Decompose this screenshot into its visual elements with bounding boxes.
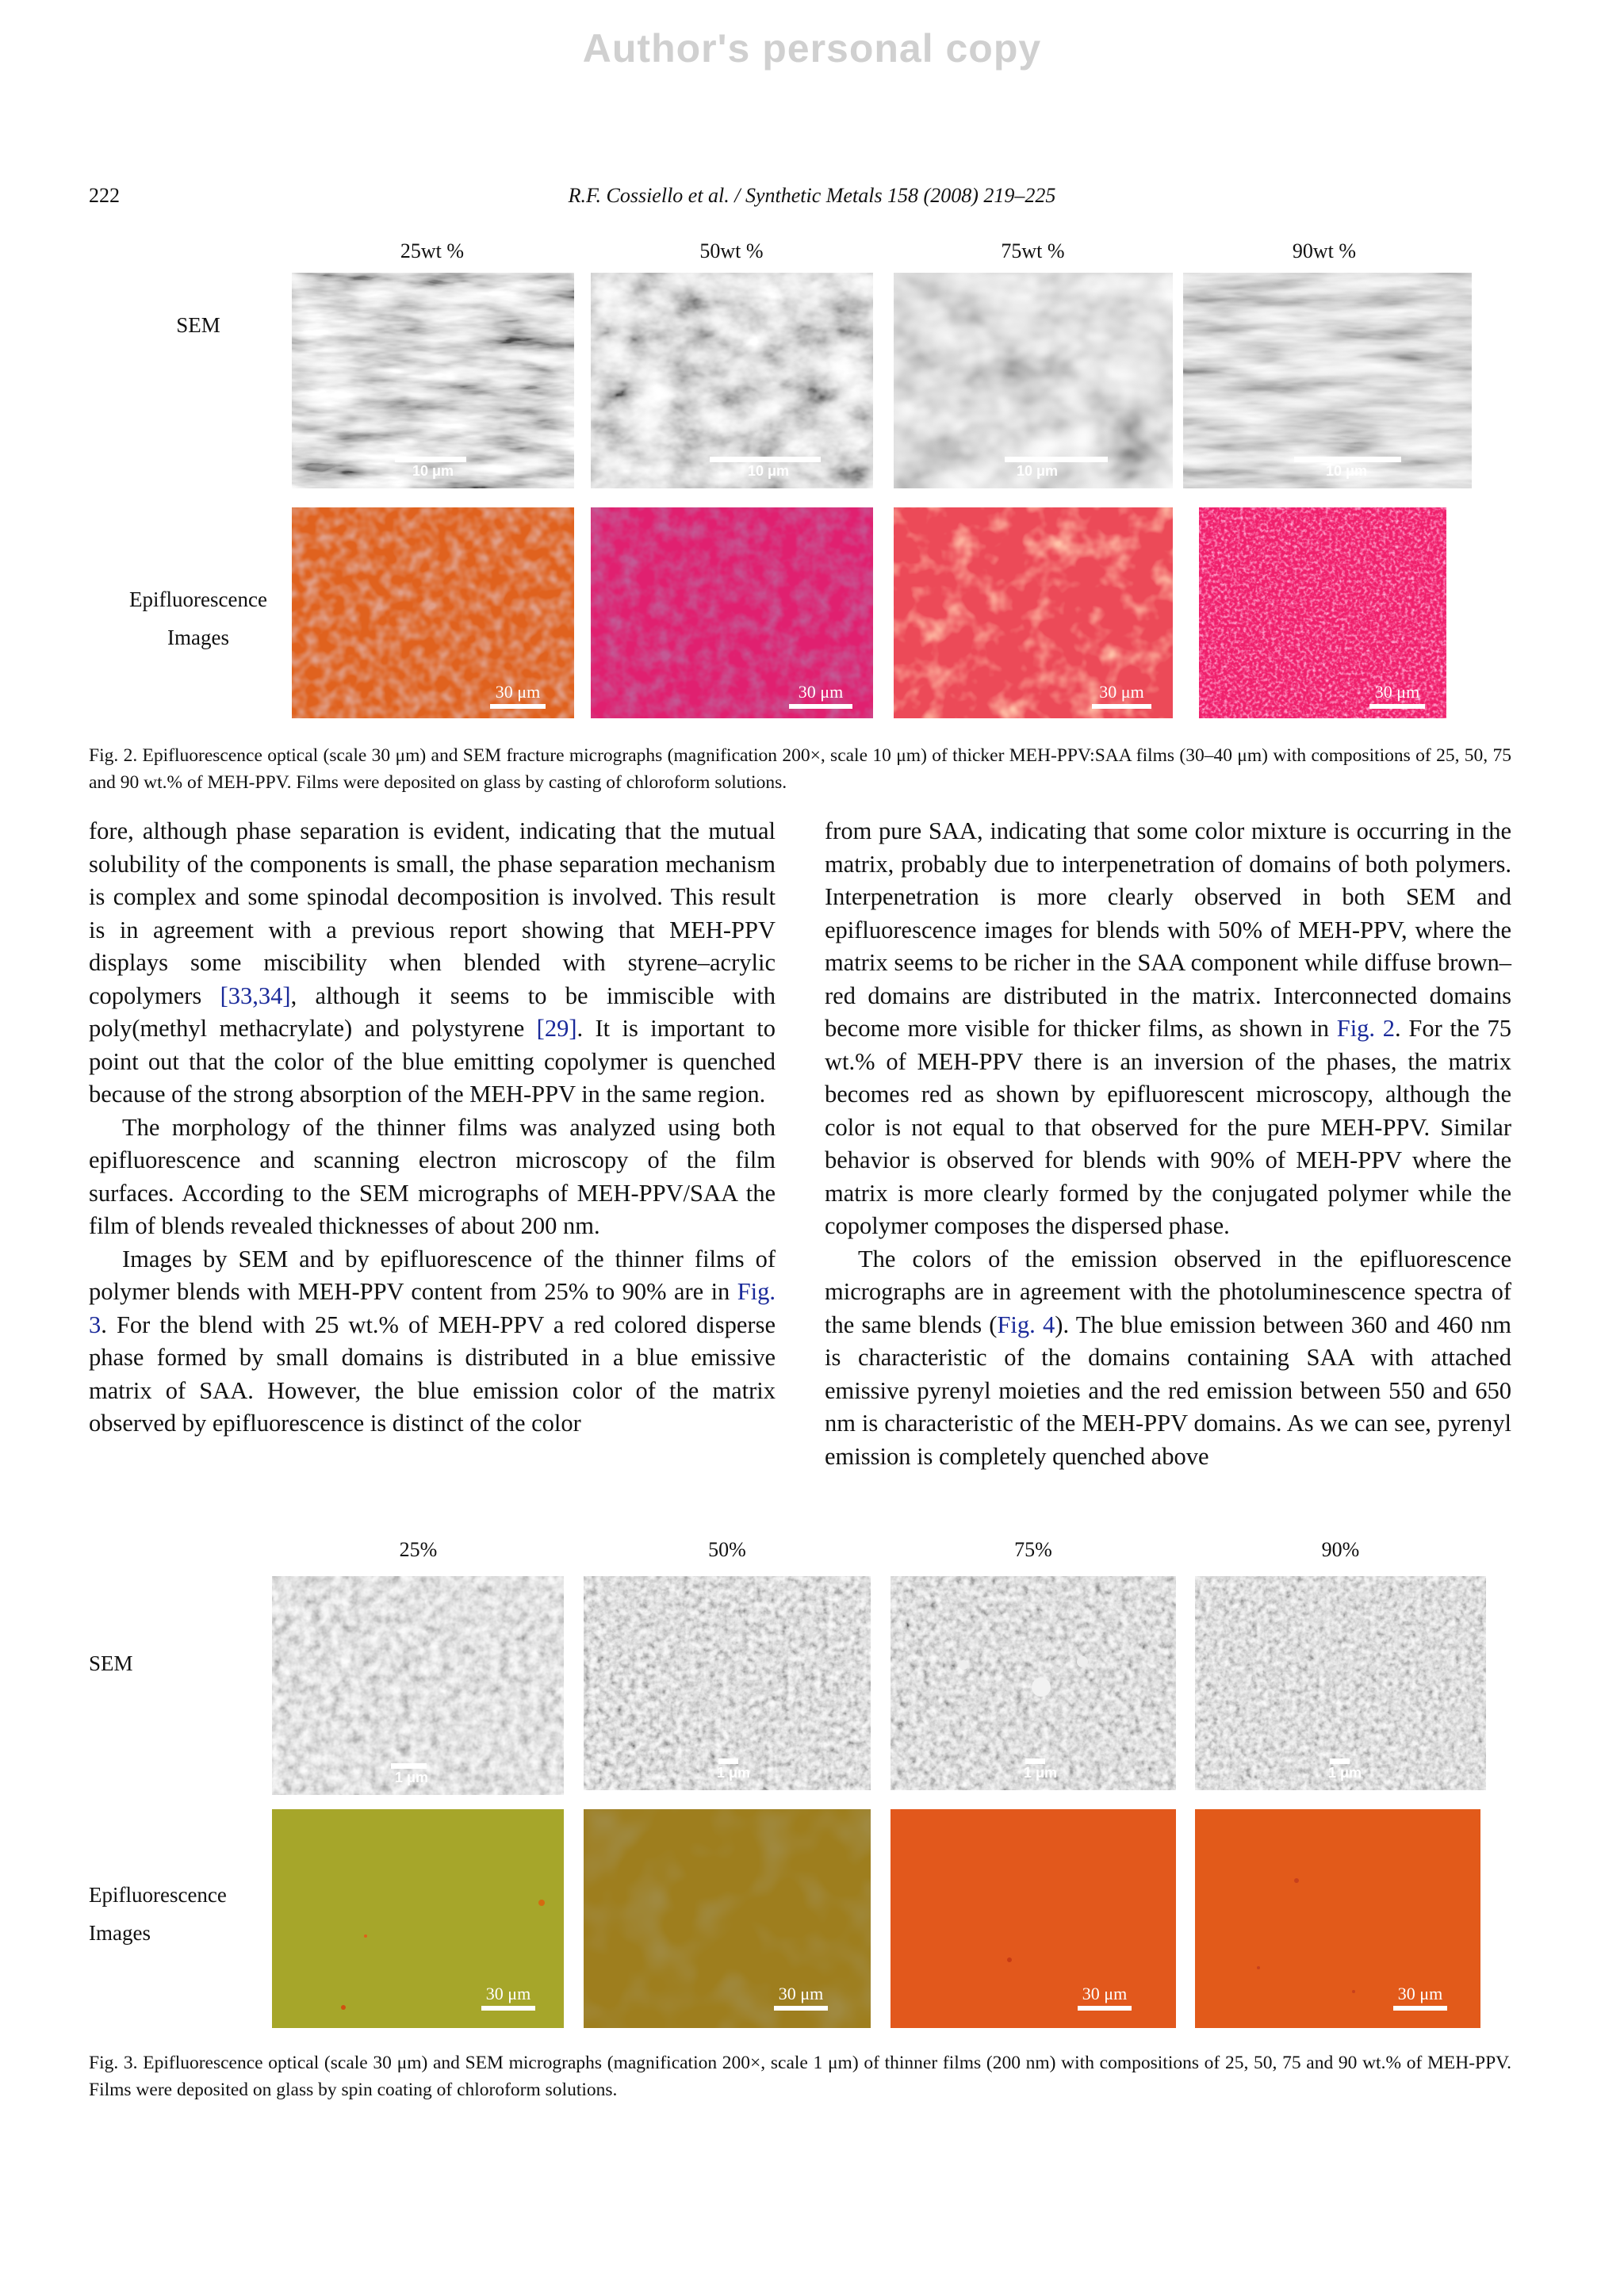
left-p1-text-c: . It is important to point out that the color of the blue emitting copolymer is quenched because of the strong absorption of the MEH-PPV in the same region. bbox=[89, 1015, 776, 1108]
fig2-epi-scale-25: 30 μm bbox=[495, 682, 541, 702]
fig3-col-label-1: 25% bbox=[399, 1538, 438, 1561]
fig3-sem-image-75 bbox=[891, 1576, 1176, 1790]
right-paragraph-2 bbox=[825, 1243, 1511, 1474]
fig2-sem-image-25 bbox=[292, 273, 574, 488]
fig3-epi-scale-25: 30 μm bbox=[485, 1984, 531, 2003]
fig3-sem-scale-90: 1 μm bbox=[1328, 1765, 1362, 1781]
fig3-epi-scalebar-75 bbox=[1078, 1984, 1132, 2011]
fig3-sem-scale-25: 1 μm bbox=[395, 1770, 429, 1785]
fig3-col-label-4: 90% bbox=[1321, 1538, 1360, 1561]
fig2-sem-scale-25: 10 μm bbox=[412, 463, 454, 479]
fig2-epi-scale-90: 30 μm bbox=[1374, 682, 1420, 702]
ref-33-34-link[interactable]: [33,34] bbox=[220, 982, 291, 1009]
right-column bbox=[825, 815, 1511, 1473]
fig2-epi-scalebar-75 bbox=[1092, 682, 1151, 709]
fig3-col-label-2: 50% bbox=[708, 1538, 746, 1561]
fig2-sem-image-90 bbox=[1183, 273, 1472, 488]
fig2-row-label-epi bbox=[111, 580, 285, 656]
running-head: R.F. Cossiello et al. / Synthetic Metals 158 (2008) 219–225 bbox=[568, 184, 1056, 207]
fig3-caption: Fig. 3. Epifluorescence optical (scale 30 μm) and SEM micrographs (magnification 200×, scale 1 μm) of thinner films (200 nm) with compositions of 25, 50, 75 and 90 wt.% of MEH-PPV. Films were deposited on glass by spin coating of chloroform solutions. bbox=[89, 2053, 1511, 2100]
fig2-link[interactable]: Fig. 2 bbox=[1336, 1015, 1396, 1042]
fig3-row-label-epi bbox=[89, 1876, 279, 1952]
left-paragraph-3 bbox=[89, 1243, 776, 1441]
right-paragraph-1 bbox=[825, 815, 1511, 1243]
fig2-sem-scale-50: 10 μm bbox=[748, 463, 790, 479]
fig2-epi-scalebar-25 bbox=[490, 682, 546, 709]
fig3-epi-scalebar-50 bbox=[774, 1984, 828, 2011]
fig2-row-label-epi-line2: Images bbox=[167, 626, 229, 649]
page-number: 222 bbox=[89, 184, 120, 207]
fig3-sem-image-50 bbox=[584, 1576, 871, 1790]
fig3-row-label-sem: SEM bbox=[89, 1651, 133, 1675]
fig2-col-label-1: 25wt % bbox=[400, 239, 465, 262]
fig2-caption: Fig. 2. Epifluorescence optical (scale 30 μm) and SEM fracture micrographs (magnification 200×, scale 10 μm) of thicker MEH-PPV:SAA films (30–40 μm) with compositions of 25, 50, 75 and 90 wt.% of MEH-PPV. Films were deposited on glass by casting of chloroform solutions. bbox=[89, 745, 1511, 793]
fig3-epi-scalebar-90 bbox=[1393, 1984, 1447, 2011]
fig2-epi-image-90 bbox=[1199, 507, 1446, 718]
fig2-col-label-3: 75wt % bbox=[1001, 239, 1065, 262]
fig3-col-label-3: 75% bbox=[1014, 1538, 1052, 1561]
fig3-epi-image-25 bbox=[272, 1809, 564, 2028]
right-p1-text-a: from pure SAA, indicating that some color mixture is occurring in the matrix, probably due to interpenetration of domains of both polymers. Interpenetration is more clearly observed in both SEM and epifluorescence images for blends with 50% of MEH-PPV, where the matrix seems to be richer in the SAA component while diffuse brown–red domains are distributed in the matrix. Interconnected domains become more visible for thicker films, as shown in bbox=[825, 817, 1511, 1042]
left-column bbox=[89, 815, 776, 1441]
fig2-epi-scalebar-50 bbox=[789, 682, 852, 709]
fig2-row-label-epi-line1: Epifluorescence bbox=[129, 587, 267, 611]
left-p1-text-a: fore, although phase separation is evident, indicating that the mutual solubility of the components is small, the phase separation mechanism is complex and some spinodal decomposition is involved. This result is in agreement with a previous report showing that MEH-PPV displays some miscibility when blended with styrene–acrylic copolymers bbox=[89, 817, 776, 1009]
fig3-epi-scalebar-25 bbox=[481, 1984, 535, 2011]
left-p1-text-b: , although it seems to be immiscible with poly(methyl methacrylate) and polystyrene bbox=[89, 982, 776, 1042]
left-p3-text-b: . For the blend with 25 wt.% of MEH-PPV a red colored disperse phase formed by small domains is distributed in a blue emissive matrix of SAA. However, the blue emission color of the matrix observed by epifluorescence is distinct of the color bbox=[89, 1311, 776, 1437]
fig3-epi-scale-50: 30 μm bbox=[778, 1984, 824, 2003]
fig2-sem-scale-75: 10 μm bbox=[1017, 463, 1059, 479]
watermark: Author's personal copy bbox=[582, 26, 1042, 71]
fig3-sem-scale-75: 1 μm bbox=[1024, 1765, 1058, 1781]
fig3-row-label-epi-line1: Epifluorescence bbox=[89, 1883, 227, 1907]
fig2-epi-scale-75: 30 μm bbox=[1099, 682, 1144, 702]
fig3-sem-image-90 bbox=[1195, 1576, 1486, 1790]
fig3-link[interactable]: Fig. 3 bbox=[89, 1278, 776, 1338]
fig3-epi-scale-90: 30 μm bbox=[1397, 1984, 1443, 2003]
right-p1-text-b: . For the 75 wt.% of MEH-PPV there is an inversion of the phases, the matrix becomes red as shown by epifluorescent microscopy, although the color is not equal to that observed for the pure MEH-PPV. Similar behavior is observed for blends with 90% of MEH-PPV where the matrix is more clearly formed by the conjugated polymer while the copolymer composes the dispersed phase. bbox=[825, 1015, 1511, 1239]
fig2-row-label-sem: SEM bbox=[176, 313, 220, 337]
fig2-epi-image-75 bbox=[894, 507, 1173, 718]
fig2-sem-scale-90: 10 μm bbox=[1326, 463, 1368, 479]
fig3-sem-scale-50: 1 μm bbox=[717, 1765, 751, 1781]
fig3-sem-image-25 bbox=[272, 1576, 564, 1795]
right-p2-text-b: ). The blue emission between 360 and 460 nm is characteristic of the domains containing SAA with attached emissive pyrenyl moieties and the red emission between 550 and 650 nm is characteristic of the MEH-PPV domains. As we can see, pyrenyl emission is completely quenched above bbox=[825, 1311, 1512, 1470]
fig3-row-label-epi-line2: Images bbox=[89, 1921, 151, 1945]
fig2-epi-image-25 bbox=[292, 507, 574, 718]
fig2-epi-scale-50: 30 μm bbox=[798, 682, 844, 702]
fig3-epi-image-50 bbox=[584, 1809, 871, 2028]
fig4-link[interactable]: Fig. 4 bbox=[997, 1311, 1055, 1338]
fig2-col-label-2: 50wt % bbox=[699, 239, 764, 262]
fig3-epi-scale-75: 30 μm bbox=[1082, 1984, 1128, 2003]
left-paragraph-1 bbox=[89, 815, 776, 1112]
fig3-epi-image-75 bbox=[891, 1809, 1176, 2028]
fig2-epi-scalebar-90 bbox=[1369, 682, 1425, 709]
fig3-epi-image-90 bbox=[1195, 1809, 1480, 2028]
ref-29-link[interactable]: [29] bbox=[536, 1015, 577, 1042]
left-p3-text-a: Images by SEM and by epifluorescence of the thinner films of polymer blends with MEH-PPV content from 25% to 90% are in bbox=[89, 1245, 776, 1305]
fig2-sem-image-75 bbox=[894, 273, 1173, 488]
right-p2-text-a: The colors of the emission observed in the epifluorescence micrographs are in agreement with the photoluminescence spectra of the same blends ( bbox=[825, 1245, 1511, 1338]
fig2-col-label-4: 90wt % bbox=[1292, 239, 1357, 262]
fig2-epi-image-50 bbox=[591, 507, 873, 718]
fig2-sem-image-50 bbox=[591, 273, 873, 488]
left-paragraph-2: The morphology of the thinner films was analyzed using both epifluorescence and scanning electron microscopy of the film surfaces. According to the SEM micrographs of MEH-PPV/SAA the film of blends revealed thicknesses of about 200 nm. bbox=[89, 1113, 776, 1239]
